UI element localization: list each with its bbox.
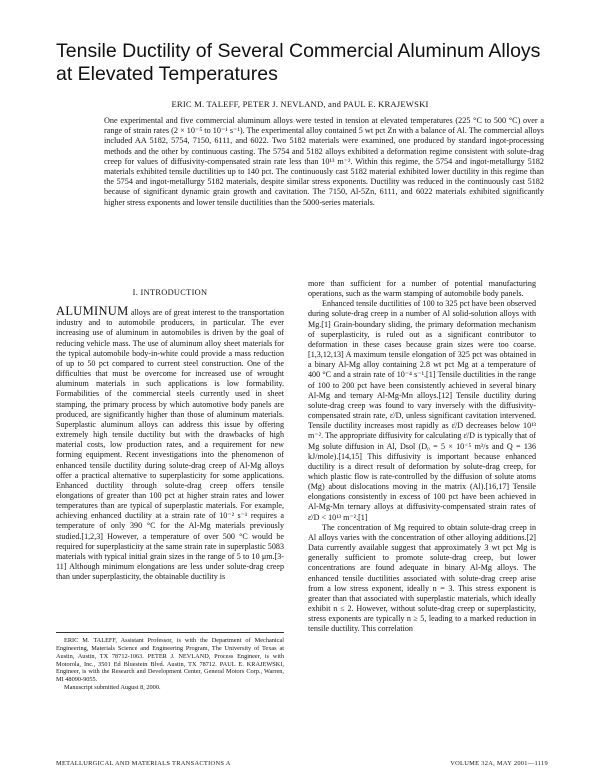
author-footnote	[56, 637, 284, 692]
abstract: One experimental and five commercial aluminum alloys were tested in tension at elevated temperatures (225 °C to 500 °C) over a range of strain rates (2 × 10⁻⁵ to 10⁻¹ s⁻¹). The experimental alloy contained 5 wt pct Zn with a balance of Al. The commercial alloys included AA 5182, 5754, 7150, 6111, and 6022. Two 5182 materials were examined, one produced by standard ingot-processing methods and the other by continuous casting. The 5754 and 5182 alloys exhibited a deformation regime consistent with solute-drag creep for values of diffusivity-compensated strain rate less than 10¹³ m⁻². Within this regime, the 5754 and ingot-metallurgy 5182 materials exhibited tensile ductilities up to 140 pct. The continuously cast 5182 material exhibited lower ductility in this regime than the 5754 and ingot-metallurgy 5182 materials, despite similar stress exponents. Ductility was reduced in the continuously cast 5182 because of significant dynamic grain growth and cavitation. The 7150, Al-5Zn, 6111, and 6022 materials exhibited significantly higher stress exponents and lower tensile ductilities than the 5000-series materials.	[104, 116, 544, 207]
footnote-affiliations: ERIC M. TALEFF, Assistant Professor, is with the Department of Mechanical Engineering, Materials Science and Engineering Program, The University of Texas at Austin, Austin, TX 78712-1063. PETER J. NEVLAND, Process Engineer, is with Motorola, Inc., 3501 Ed Bluestein Blvd. Austin, TX 78712. PAUL E. KRAJEWSKI, Engineer, is with the Research and Development Center, General Motors Corp., Warren, MI 48090-9055.	[56, 637, 284, 684]
right-paragraph-continuation: more than sufficient for a number of potential manufacturing operations, such as the warm stamping of automobile body panels.	[308, 279, 536, 299]
paper-title: Tensile Ductility of Several Commercial Aluminum Alloys at Elevated Temperatures	[56, 40, 541, 85]
footnote-rule	[56, 632, 284, 633]
intro-paragraph-1-text: alloys are of great interest to the transportation industry and to automobile producers, in particular. The ever increasing use of aluminum in automobiles is driven by the goal of reducing vehicle mass. The use of aluminum alloy sheet materials for the typical automobile body-in-white could provide a mass reduction of up to 50 pct compared to current steel construction. One of the difficulties that must be overcome for increased use of wrought aluminum materials in such applications is low formability. Formabilities of the commercial steels currently used in sheet stamping, the primary process by which automotive body panels are produced, are significantly higher than those of aluminum materials. Superplastic aluminum alloys can address this issue by offering extremely high tensile ductility but with the drawbacks of high material costs, low production rates, and a requirement for new forming equipment. Recent investigations into the phenomenon of enhanced tensile ductility during solute-drag creep of Al-Mg alloys offer a practical alternative to superplasticity for some applications. Enhanced ductility through solute-drag creep offers tensile elongations of greater than 100 pct at higher strain rates and lower temperatures than are typical of superplastic materials. For example, achieving enhanced ductility at a strain rate of 10⁻² s⁻¹ requires a temperature of only 390 °C for the Al-Mg materials previously studied.[1,2,3] However, a temperature of over 500 °C would be required for superplasticity at the same strain rate in superplastic 5083 materials with typical initial grain sizes in the range of 5 to 10 μm.[3-11] Although minimum elongations are less under solute-drag creep than under superplasticity, the obtainable ductility is	[56, 308, 284, 582]
author-list: ERIC M. TALEFF, PETER J. NEVLAND, and PAUL E. KRAJEWSKI	[171, 99, 429, 109]
section-heading-introduction: I. INTRODUCTION	[132, 288, 208, 297]
drop-cap-word: ALUMINUM	[56, 304, 129, 319]
footnote-manuscript-date: Manuscript submitted August 8, 2000.	[64, 684, 161, 692]
left-column	[56, 288, 284, 582]
right-column	[308, 279, 536, 634]
intro-paragraph-1	[56, 306, 284, 582]
page-number-footer: VOLUME 32A, MAY 2001—1119	[450, 760, 548, 767]
right-paragraph-3: The concentration of Mg required to obtain solute-drag creep in Al alloys varies with the concentration of other alloying additions.[2] Data currently available suggest that approximately 3 wt pct Mg is generally sufficient to promote solute-drag creep, but lower concentrations are found adequate in binary Al-Mg alloys. The enhanced tensile ductilities associated with solute-drag creep arise from a low stress exponent, ideally n = 3. This stress exponent is greater than that associated with superplastic materials, which ideally exhibit n ≤ 2. However, without solute-drag creep or superplasticity, stress exponents are typically n ≥ 5, leading to a marked reduction in tensile ductility. This correlation	[308, 522, 536, 634]
right-paragraph-2: Enhanced tensile ductilities of 100 to 325 pct have been observed during solute-drag creep in a number of Al solid-solution alloys with Mg.[1] Grain-boundary sliding, the primary deformation mechanism of superplasticity, is ruled out as a significant contributor to deformation in these cases because grain sizes were too coarse.[1,3,12,13] A maximum tensile elongation of 325 pct was obtained in a binary Al-Mg alloy containing 2.8 wt pct Mg at a temperature of 400 °C and a strain rate of 10⁻⁴ s⁻¹.[1] Tensile ductilities in the range of 100 to 200 pct have been consistently achieved in several binary Al-Mg and ternary Al-Mg-Mn alloys.[12] Tensile ductility during solute-drag creep was found to vary inversely with the diffusivity-compensated strain rate, ε̇/D, unless significant cavitation intervened. Tensile ductility increases most rapidly as ε̇/D decreases below 10¹³ m⁻². The appropriate diffusivity for calculating ε̇/D is typically that of Mg solute diffusion in Al, Dsol (D₀ = 5 × 10⁻⁵ m²/s and Q = 136 kJ/mole).[14,15] This diffusivity is important because enhanced ductility is a direct result of deformation by solute-drag creep, for which plastic flow is rate-controlled by the diffusion of solute atoms (Mg) about dislocations moving in the matrix (Al).[16,17] Tensile elongations consistently in excess of 100 pct have been achieved in Al-Mg-Mn ternary alloys at diffusivity-compensated strain rates of ε̇/D < 10¹³ m⁻².[1]	[308, 299, 536, 522]
journal-footer: METALLURGICAL AND MATERIALS TRANSACTIONS A	[56, 760, 231, 767]
